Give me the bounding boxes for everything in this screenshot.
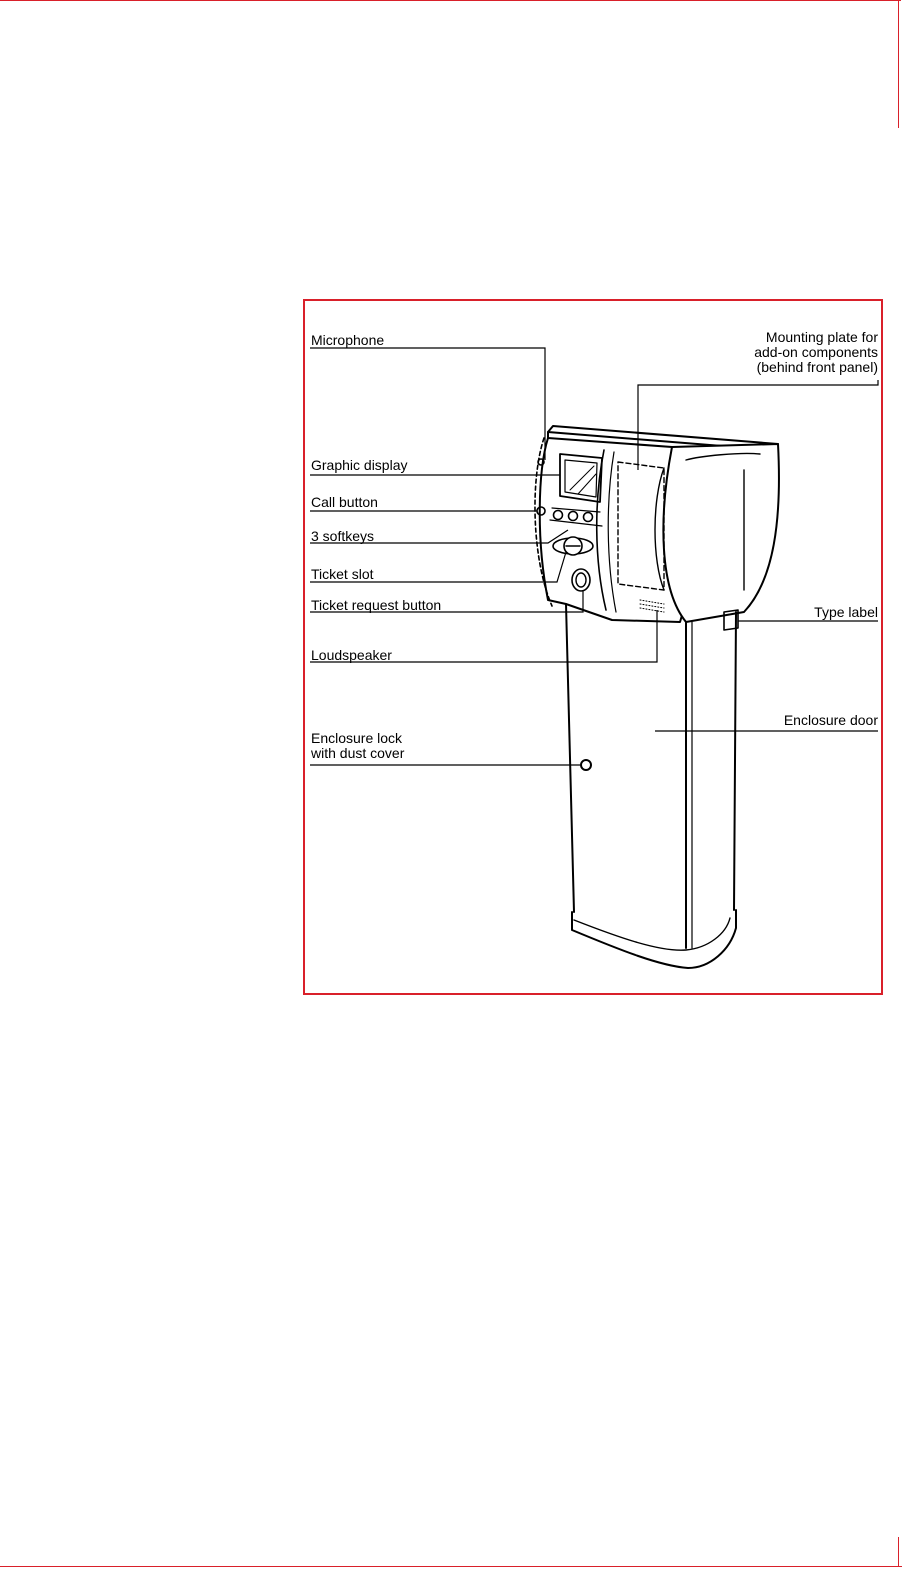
label-loudspeaker: Loudspeaker xyxy=(311,647,392,663)
label-graphic-display: Graphic display xyxy=(311,457,408,473)
label-enclosure-door: Enclosure door xyxy=(783,712,878,728)
head-side-outline xyxy=(663,444,779,622)
pedestal-base xyxy=(572,910,736,968)
label-ticket-slot: Ticket slot xyxy=(311,566,374,582)
softkey-2 xyxy=(569,512,578,521)
softkey-1 xyxy=(554,511,563,520)
mounting-plate xyxy=(618,462,664,590)
label-type-label: Type label xyxy=(814,604,878,620)
leader-lines xyxy=(310,348,878,765)
label-microphone: Microphone xyxy=(311,332,385,348)
label-call-button: Call button xyxy=(311,494,378,510)
label-mounting-plate: Mounting plate for add-on components (behind front panel) xyxy=(754,329,878,375)
label-ticket-request-button: Ticket request button xyxy=(311,597,442,613)
softkey-3 xyxy=(584,513,593,522)
loudspeaker-grille xyxy=(640,600,664,612)
enclosure-lock xyxy=(581,760,591,770)
label-softkeys: 3 softkeys xyxy=(311,528,375,544)
label-enclosure-lock: Enclosure lock with dust cover xyxy=(311,730,405,761)
pedestal-left-edge xyxy=(566,604,574,912)
call-button xyxy=(537,507,545,515)
pedestal-right-edge xyxy=(734,612,736,910)
